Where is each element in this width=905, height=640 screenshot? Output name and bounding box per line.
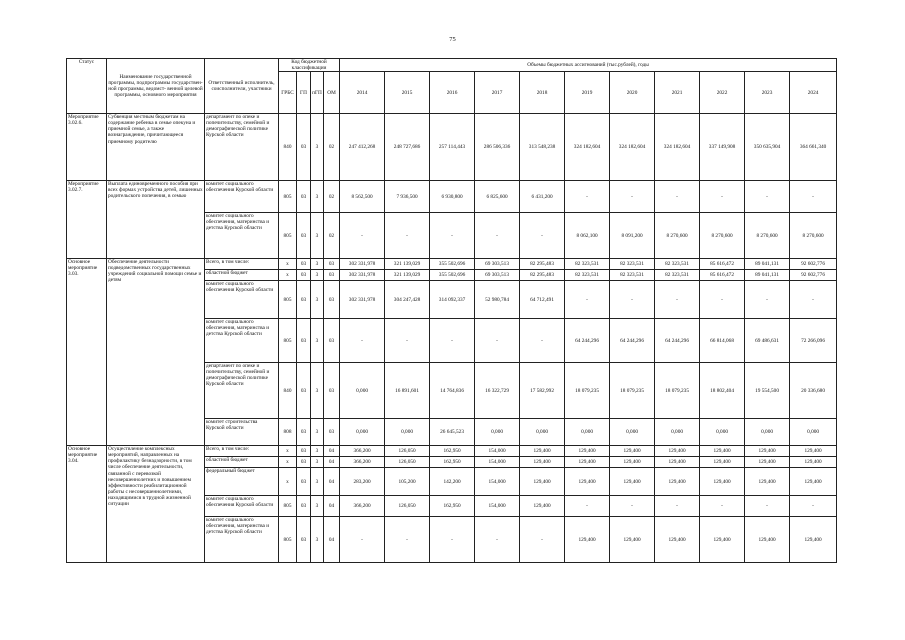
value-cell: 129,400 [610, 446, 655, 457]
code-cell: 03 [297, 270, 311, 281]
value-cell: 129,400 [655, 457, 700, 468]
code-cell: 840 [279, 363, 297, 419]
value-cell: 129,400 [790, 468, 837, 496]
value-cell: 64 244,296 [655, 319, 700, 363]
value-cell: 314 092,337 [430, 281, 475, 319]
row-executor: комитет социального обеспечения, материнства и детства Курской области [205, 213, 279, 259]
code-cell: 04 [324, 457, 340, 468]
header-year: 2014 [340, 72, 385, 114]
header-year: 2023 [745, 72, 790, 114]
value-cell: - [610, 496, 655, 517]
value-cell: 302 331,978 [340, 270, 385, 281]
table-row [67, 259, 837, 270]
value-cell: 154,000 [475, 468, 520, 496]
value-cell: - [340, 319, 385, 363]
header-code-col: ГП [297, 72, 311, 114]
value-cell: 129,400 [700, 457, 745, 468]
value-cell: 6 431,200 [520, 181, 565, 213]
value-cell: 129,400 [520, 468, 565, 496]
value-cell: 82 295,483 [520, 259, 565, 270]
value-cell: 129,400 [565, 468, 610, 496]
value-cell: 8 270,600 [655, 213, 700, 259]
value-cell: 129,400 [655, 517, 700, 563]
value-cell: 18 079,235 [655, 363, 700, 419]
code-cell: 02 [324, 181, 340, 213]
value-cell: 366,200 [340, 496, 385, 517]
table-row [67, 446, 837, 457]
value-cell: 324 182,604 [610, 114, 655, 181]
value-cell: 72 266,096 [790, 319, 837, 363]
value-cell: 82 323,531 [610, 270, 655, 281]
code-cell: 03 [297, 517, 311, 563]
value-cell: 302 331,978 [340, 281, 385, 319]
value-cell: 8 270,600 [745, 213, 790, 259]
row-executor: федеральный бюджет [205, 468, 279, 496]
value-cell: 366,200 [340, 457, 385, 468]
value-cell: 52 980,784 [475, 281, 520, 319]
code-cell: 3 [311, 114, 324, 181]
value-cell: - [340, 517, 385, 563]
value-cell: 129,400 [565, 517, 610, 563]
row-name: Обеспечение деятельности подведомственных государственных учреждений социальной помощи семье и детям [107, 259, 205, 446]
code-cell: 03 [324, 281, 340, 319]
value-cell: 321 139,029 [385, 259, 430, 270]
value-cell: 283,200 [340, 468, 385, 496]
code-cell: 3 [311, 468, 324, 496]
value-cell: 16 891,601 [385, 363, 430, 419]
value-cell: 8 270,600 [790, 213, 837, 259]
value-cell: 129,400 [565, 457, 610, 468]
code-cell: 3 [311, 181, 324, 213]
code-cell: 03 [297, 419, 311, 446]
value-cell: 324 182,604 [655, 114, 700, 181]
code-cell: 02 [324, 213, 340, 259]
value-cell: 69 303,513 [475, 270, 520, 281]
code-cell: 808 [279, 419, 297, 446]
value-cell: - [430, 213, 475, 259]
value-cell: 247 412,268 [340, 114, 385, 181]
value-cell: - [700, 281, 745, 319]
row-executor: комитет социального обеспечения, материнства и детства Курской области [205, 319, 279, 363]
value-cell: 0,000 [340, 419, 385, 446]
value-cell: 0,000 [565, 419, 610, 446]
code-cell: 3 [311, 419, 324, 446]
value-cell: 154,000 [475, 457, 520, 468]
value-cell: 321 139,029 [385, 270, 430, 281]
code-cell: 03 [297, 468, 311, 496]
value-cell: - [745, 496, 790, 517]
value-cell: 0,000 [385, 419, 430, 446]
code-cell: 03 [297, 446, 311, 457]
value-cell: - [700, 496, 745, 517]
value-cell: 129,400 [745, 517, 790, 563]
value-cell: 0,000 [700, 419, 745, 446]
header-volumes: Объемы бюджетных ассигнований (тыс.рублей), годы [340, 59, 837, 72]
code-cell: 3 [311, 496, 324, 517]
value-cell: 129,400 [655, 446, 700, 457]
header-executor: Ответственный исполнитель, соисполнители, участники [205, 59, 279, 114]
code-cell: 03 [297, 259, 311, 270]
header-year: 2019 [565, 72, 610, 114]
value-cell: - [565, 281, 610, 319]
value-cell: 0,000 [790, 419, 837, 446]
value-cell: 129,400 [520, 457, 565, 468]
row-executor: департамент по опеке и попечительству, семейной и демографической политике Курской области [205, 363, 279, 419]
header-year: 2021 [655, 72, 700, 114]
code-cell: 3 [311, 457, 324, 468]
code-cell: х [279, 259, 297, 270]
value-cell: 286 506,336 [475, 114, 520, 181]
code-cell: 04 [324, 517, 340, 563]
value-cell: 0,000 [520, 419, 565, 446]
value-cell: 129,400 [700, 468, 745, 496]
value-cell: 92 602,776 [790, 259, 837, 270]
value-cell: 0,000 [610, 419, 655, 446]
value-cell: 6 825,600 [475, 181, 520, 213]
row-status: Мероприятие 3.02.7. [67, 181, 107, 259]
code-cell: 03 [324, 419, 340, 446]
value-cell: 162,950 [430, 446, 475, 457]
code-cell: 3 [311, 259, 324, 270]
value-cell: 324 182,604 [565, 114, 610, 181]
value-cell: - [700, 181, 745, 213]
code-cell: 3 [311, 517, 324, 563]
value-cell: 82 323,531 [565, 270, 610, 281]
value-cell: 313 548,238 [520, 114, 565, 181]
code-cell: 03 [324, 270, 340, 281]
header-code-col: пГП [311, 72, 324, 114]
value-cell: 8 562,500 [340, 181, 385, 213]
value-cell: 26 645,523 [430, 419, 475, 446]
value-cell: 142,200 [430, 468, 475, 496]
row-name: Субвенция местным бюджетам на содержание ребенка в семье опекуна и приемной семье, а также вознаграждение, причитающееся приемному родителю [107, 114, 205, 181]
code-cell: 04 [324, 446, 340, 457]
value-cell: 6 930,800 [430, 181, 475, 213]
row-executor: комитет социального обеспечения Курской области [205, 281, 279, 319]
code-cell: 03 [297, 213, 311, 259]
value-cell: 302 331,978 [340, 259, 385, 270]
code-cell: 03 [297, 457, 311, 468]
value-cell: 8 270,600 [700, 213, 745, 259]
value-cell: 129,400 [520, 446, 565, 457]
value-cell: 129,400 [610, 468, 655, 496]
value-cell: 92 602,776 [790, 270, 837, 281]
header-year: 2015 [385, 72, 430, 114]
row-status: Основное мероприятие 3.03. [67, 259, 107, 446]
value-cell: - [745, 181, 790, 213]
code-cell: 805 [279, 517, 297, 563]
header-year: 2016 [430, 72, 475, 114]
header-code-group: Код бюджетной классификации [279, 59, 340, 72]
value-cell: 129,400 [745, 446, 790, 457]
value-cell: 16 322,729 [475, 363, 520, 419]
budget-table [66, 58, 837, 563]
value-cell: 0,000 [475, 419, 520, 446]
row-executor: областной бюджет [205, 457, 279, 468]
value-cell: 126,050 [385, 446, 430, 457]
value-cell: 129,400 [790, 457, 837, 468]
value-cell: 85 616,472 [700, 270, 745, 281]
value-cell: - [790, 181, 837, 213]
value-cell: 82 295,483 [520, 270, 565, 281]
table-header [67, 59, 837, 114]
value-cell: 129,400 [790, 446, 837, 457]
value-cell: 154,000 [475, 496, 520, 517]
value-cell: 105,200 [385, 468, 430, 496]
row-executor: комитет социального обеспечения Курской области [205, 181, 279, 213]
value-cell: 64 712,491 [520, 281, 565, 319]
value-cell: - [520, 517, 565, 563]
value-cell: 162,950 [430, 496, 475, 517]
value-cell: - [610, 181, 655, 213]
value-cell: 129,400 [520, 496, 565, 517]
page-number: 75 [449, 36, 456, 43]
code-cell: 03 [297, 363, 311, 419]
code-cell: х [279, 468, 297, 496]
value-cell: 19 554,500 [745, 363, 790, 419]
value-cell: 82 323,531 [655, 259, 700, 270]
value-cell: - [565, 181, 610, 213]
value-cell: 89 041,131 [745, 270, 790, 281]
header-year: 2017 [475, 72, 520, 114]
row-executor: Всего, в том числе: [205, 259, 279, 270]
code-cell: 805 [279, 181, 297, 213]
header-year: 2024 [790, 72, 837, 114]
code-cell: 3 [311, 213, 324, 259]
code-cell: 3 [311, 446, 324, 457]
value-cell: 18 079,235 [610, 363, 655, 419]
value-cell: - [610, 281, 655, 319]
value-cell: 89 041,131 [745, 259, 790, 270]
value-cell: 129,400 [745, 457, 790, 468]
code-cell: х [279, 270, 297, 281]
value-cell: 69 486,631 [745, 319, 790, 363]
row-executor: Всего, в том числе: [205, 446, 279, 457]
value-cell: - [565, 496, 610, 517]
value-cell: 129,400 [700, 517, 745, 563]
value-cell: - [655, 496, 700, 517]
value-cell: 248 727,686 [385, 114, 430, 181]
value-cell: 82 323,531 [610, 259, 655, 270]
code-cell: 03 [324, 259, 340, 270]
value-cell: 20 336,680 [790, 363, 837, 419]
row-executor: департамент по опеке и попечительству, семейной и демографической политике Курской области [205, 114, 279, 181]
code-cell: 805 [279, 213, 297, 259]
value-cell: 126,050 [385, 457, 430, 468]
value-cell: - [520, 213, 565, 259]
value-cell: 126,050 [385, 496, 430, 517]
code-cell: 805 [279, 319, 297, 363]
code-cell: 04 [324, 496, 340, 517]
code-cell: 805 [279, 496, 297, 517]
value-cell: 0,000 [745, 419, 790, 446]
value-cell: 366,200 [340, 446, 385, 457]
value-cell: 0,000 [655, 419, 700, 446]
table-row [67, 181, 837, 213]
code-cell: 04 [324, 468, 340, 496]
value-cell: 129,400 [790, 517, 837, 563]
value-cell: 364 661,340 [790, 114, 837, 181]
row-name: Выплата единовременного пособия при всех формах устройства детей, лишенных родительского попечения, в семью [107, 181, 205, 259]
value-cell: - [385, 213, 430, 259]
row-executor: комитет социального обеспечения, материнства и детства Курской области [205, 517, 279, 563]
table-row [67, 114, 837, 181]
header-year: 2018 [520, 72, 565, 114]
code-cell: 3 [311, 363, 324, 419]
code-cell: 03 [297, 114, 311, 181]
value-cell: 129,400 [565, 446, 610, 457]
value-cell: 8 062,100 [565, 213, 610, 259]
code-cell: 03 [297, 319, 311, 363]
value-cell: 355 502,696 [430, 259, 475, 270]
header-name: Наименование государственной программы, подпрограммы государствен- ной программы, ведомст- венной целевой программы, основного мероприятия [107, 59, 205, 114]
header-code-col: ОМ [324, 72, 340, 114]
code-cell: 02 [324, 114, 340, 181]
value-cell: - [790, 281, 837, 319]
header-status: Статус [67, 59, 107, 114]
value-cell: 129,400 [610, 517, 655, 563]
row-executor: комитет социального обеспечения Курской области [205, 496, 279, 517]
value-cell: - [520, 319, 565, 363]
value-cell: 64 244,296 [610, 319, 655, 363]
row-status: Основное мероприятие 3.04. [67, 446, 107, 563]
code-cell: 03 [324, 363, 340, 419]
value-cell: - [340, 213, 385, 259]
value-cell: 337 149,908 [700, 114, 745, 181]
code-cell: х [279, 446, 297, 457]
row-status: Мероприятие 3.02.6. [67, 114, 107, 181]
value-cell: 14 764,836 [430, 363, 475, 419]
code-cell: 03 [297, 281, 311, 319]
value-cell: 64 244,296 [565, 319, 610, 363]
value-cell: - [430, 319, 475, 363]
value-cell: - [745, 281, 790, 319]
value-cell: 18 079,235 [565, 363, 610, 419]
code-cell: 3 [311, 270, 324, 281]
value-cell: 82 323,531 [655, 270, 700, 281]
value-cell: - [430, 517, 475, 563]
value-cell: 0,000 [340, 363, 385, 419]
value-cell: 129,400 [700, 446, 745, 457]
row-executor: областной бюджет [205, 270, 279, 281]
header-year: 2020 [610, 72, 655, 114]
value-cell: - [385, 319, 430, 363]
row-name: Осуществление комплексных мероприятий, направленных на профилактику безнадзорности, в том числе обеспечение деятельности, связанной с перевозкой несовершеннолетних и повышением эффективности реабилитационной работы с несовершеннолетними, находящимися в трудной жизненной ситуации [107, 446, 205, 563]
code-cell: 03 [297, 496, 311, 517]
value-cell: 129,400 [655, 468, 700, 496]
value-cell: 162,950 [430, 457, 475, 468]
value-cell: 129,400 [745, 468, 790, 496]
value-cell: 355 502,696 [430, 270, 475, 281]
value-cell: 82 323,531 [565, 259, 610, 270]
header-code-col: ГРБС [279, 72, 297, 114]
value-cell: - [655, 281, 700, 319]
value-cell: 17 582,992 [520, 363, 565, 419]
code-cell: 3 [311, 319, 324, 363]
value-cell: 257 114,443 [430, 114, 475, 181]
value-cell: - [655, 181, 700, 213]
value-cell: 154,000 [475, 446, 520, 457]
value-cell: 304 247,428 [385, 281, 430, 319]
value-cell: 66 814,068 [700, 319, 745, 363]
value-cell: 18 802,404 [700, 363, 745, 419]
value-cell: 129,400 [610, 457, 655, 468]
code-cell: 03 [324, 319, 340, 363]
value-cell: - [475, 517, 520, 563]
value-cell: 85 616,472 [700, 259, 745, 270]
row-executor: комитет строительства Курской области [205, 419, 279, 446]
value-cell: 69 303,513 [475, 259, 520, 270]
value-cell: - [790, 496, 837, 517]
value-cell: 7 936,500 [385, 181, 430, 213]
code-cell: 3 [311, 281, 324, 319]
value-cell: - [385, 517, 430, 563]
code-cell: 805 [279, 281, 297, 319]
value-cell: - [475, 319, 520, 363]
code-cell: х [279, 457, 297, 468]
code-cell: 840 [279, 114, 297, 181]
header-year: 2022 [700, 72, 745, 114]
value-cell: - [475, 213, 520, 259]
value-cell: 350 635,904 [745, 114, 790, 181]
value-cell: 8 091,200 [610, 213, 655, 259]
code-cell: 03 [297, 181, 311, 213]
